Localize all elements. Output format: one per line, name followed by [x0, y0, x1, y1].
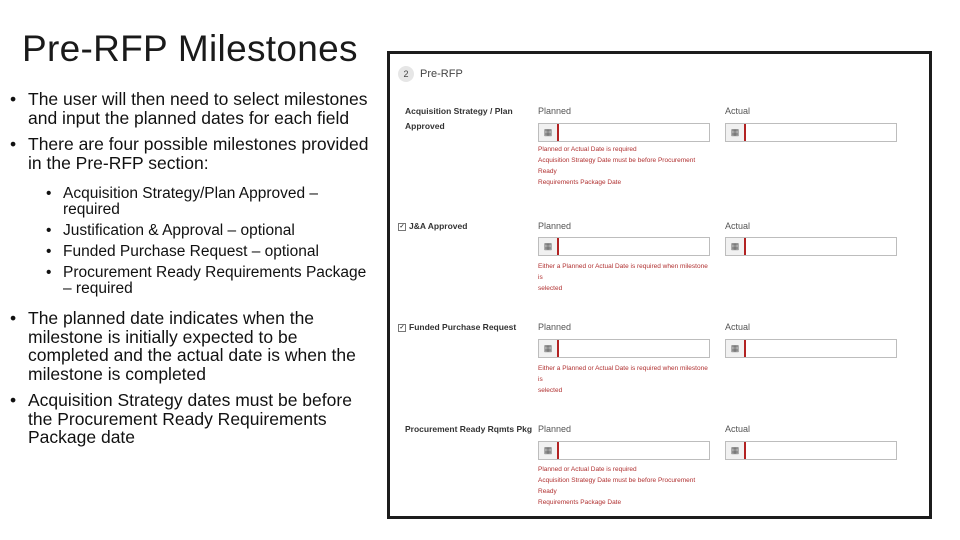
actual-label: Actual: [725, 322, 751, 332]
section-header: [398, 66, 463, 82]
actual-label: Actual: [725, 221, 751, 231]
section-title: Pre-RFP: [420, 68, 463, 80]
calendar-icon[interactable]: ▦: [726, 442, 746, 459]
planned-date-input[interactable]: [538, 123, 710, 142]
milestone-label: Funded Purchase Request: [409, 322, 517, 332]
calendar-icon[interactable]: ▦: [726, 238, 746, 255]
planned-label: Planned: [538, 424, 572, 434]
planned-date-input[interactable]: [538, 339, 710, 358]
bullet-item: • There are four possible milestones provided in the Pre-RFP section:: [10, 135, 375, 172]
actual-date-input[interactable]: [725, 441, 897, 460]
actual-date-input[interactable]: [725, 237, 897, 256]
actual-label: Actual: [725, 424, 751, 434]
milestone-checkbox[interactable]: ✓: [399, 325, 405, 331]
calendar-icon[interactable]: ▦: [726, 340, 746, 357]
validation-error: Either a Planned or Actual Date is required when milestone is selected: [538, 365, 708, 394]
sub-bullet-item: • Procurement Ready Requirements Package – required: [46, 265, 375, 297]
calendar-icon[interactable]: ▦: [539, 340, 559, 357]
sub-bullet-item: • Justification & Approval – optional: [46, 223, 375, 239]
milestone-funded-purchase-request[interactable]: [398, 320, 516, 335]
calendar-icon[interactable]: ▦: [539, 238, 559, 255]
calendar-icon[interactable]: ▦: [539, 124, 559, 141]
milestone-label: Acquisition Strategy / Plan: [405, 106, 513, 116]
step-number-badge: 2: [398, 66, 414, 82]
milestone-procurement-ready[interactable]: [405, 422, 532, 437]
milestone-checkbox[interactable]: ✓: [399, 224, 405, 230]
actual-label: Actual: [725, 106, 751, 116]
calendar-icon[interactable]: ▦: [726, 124, 746, 141]
slide-title: Pre-RFP Milestones: [22, 28, 358, 69]
planned-date-input[interactable]: [538, 237, 710, 256]
calendar-icon[interactable]: ▦: [539, 442, 559, 459]
milestone-acquisition-strategy[interactable]: [405, 104, 513, 134]
sub-bullet-item: • Funded Purchase Request – optional: [46, 244, 375, 260]
bullet-list: [10, 90, 375, 455]
planned-label: Planned: [538, 106, 572, 116]
planned-label: Planned: [538, 221, 572, 231]
validation-error: Either a Planned or Actual Date is required when milestone is selected: [538, 263, 708, 292]
planned-label: Planned: [538, 322, 572, 332]
bullet-item: • The user will then need to select milestones and input the planned dates for each field: [10, 90, 375, 127]
bullet-item: • Acquisition Strategy dates must be before the Procurement Ready Requirements Package date: [10, 391, 375, 447]
sub-bullet-item: • Acquisition Strategy/Plan Approved – required: [46, 186, 375, 218]
actual-date-input[interactable]: [725, 339, 897, 358]
validation-error: Planned or Actual Date is required Acquisition Strategy Date must be before Procurement Ready Requirements Package Date: [538, 466, 696, 506]
validation-error: Planned or Actual Date is required Acquisition Strategy Date must be before Procurement Ready Requirements Package Date: [538, 146, 696, 186]
actual-date-input[interactable]: [725, 123, 897, 142]
milestone-label: Approved: [405, 121, 445, 131]
sub-bullet-list: [10, 186, 375, 297]
milestone-label: J&A Approved: [409, 221, 468, 231]
milestone-ja-approved[interactable]: [398, 219, 467, 234]
bullet-item: • The planned date indicates when the milestone is initially expected to be completed and the actual date is when the milestone is completed: [10, 309, 375, 383]
pre-rfp-form-screenshot: [387, 51, 932, 519]
milestone-label: Procurement Ready Rqmts Pkg: [405, 424, 533, 434]
planned-date-input[interactable]: [538, 441, 710, 460]
